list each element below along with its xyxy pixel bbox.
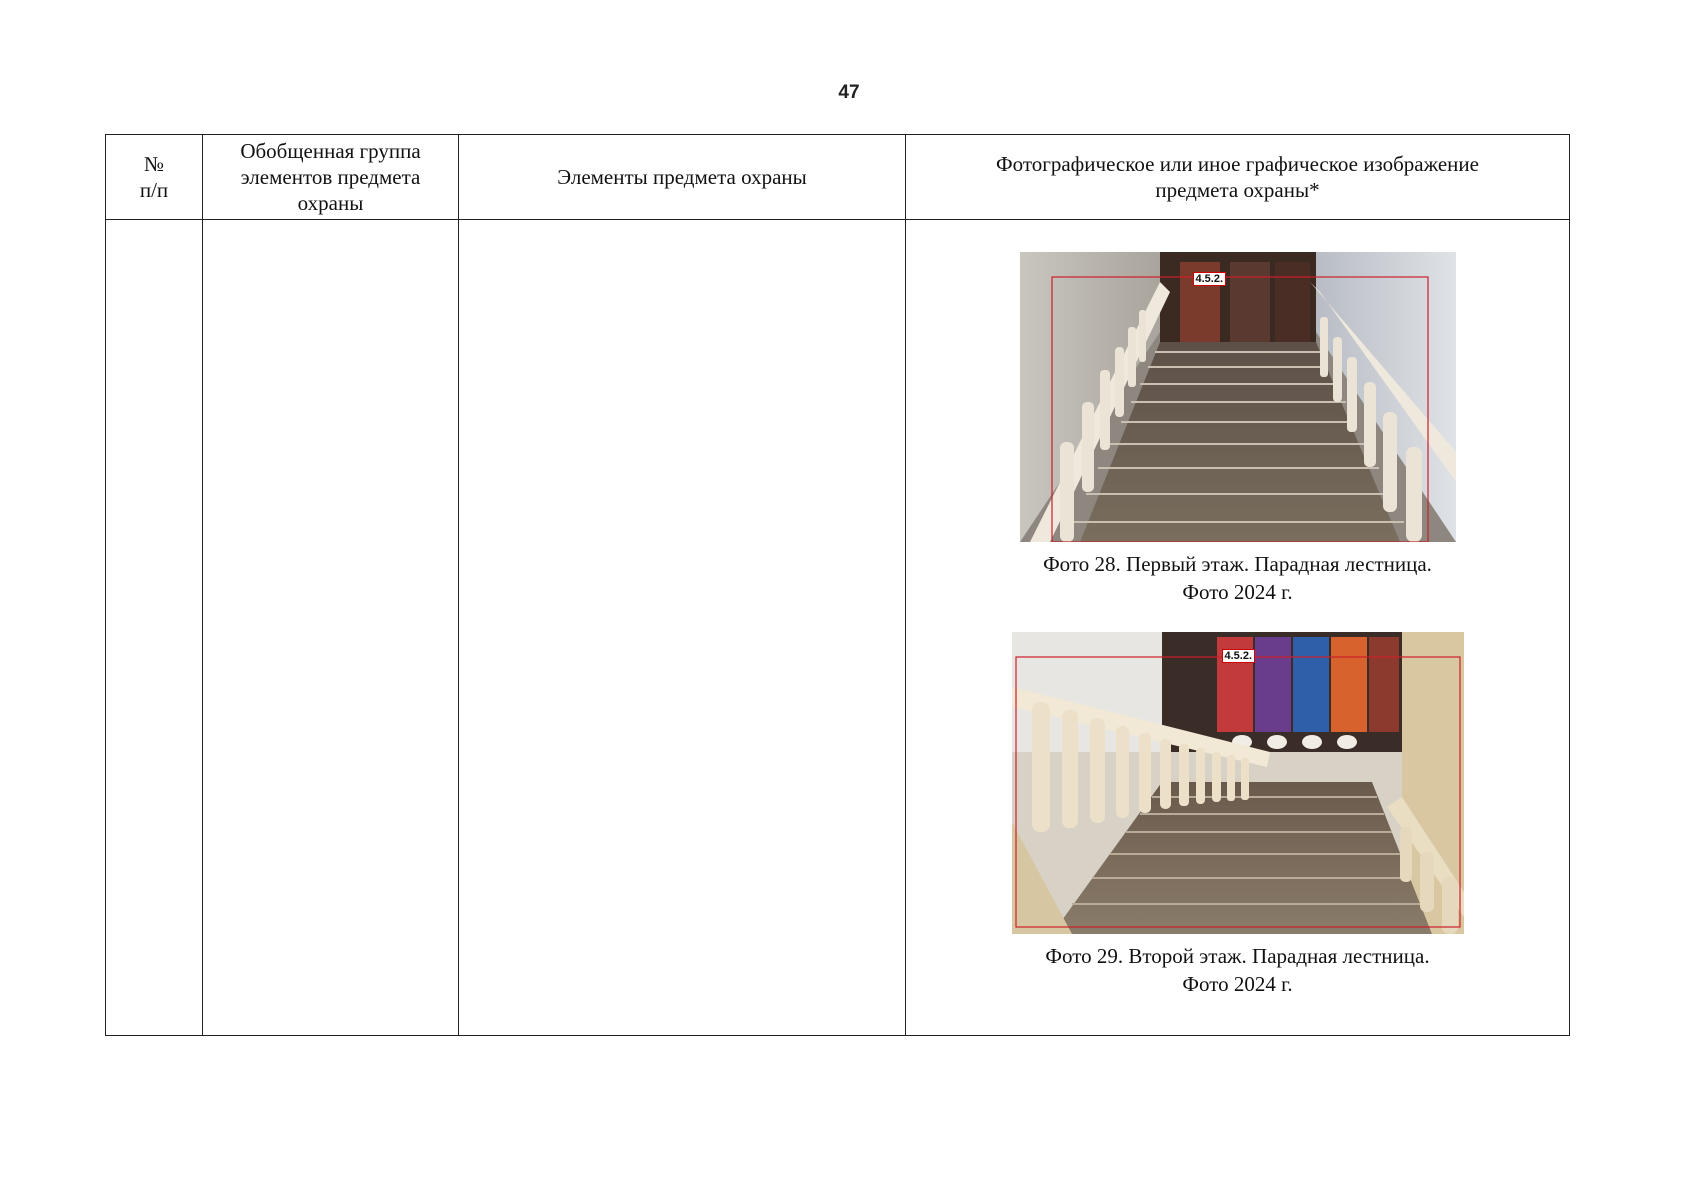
- photo-29-caption-line1: Фото 29. Второй этаж. Парадная лестница.: [1045, 944, 1430, 968]
- header-image: [906, 135, 1570, 220]
- staircase-photo-image: [1020, 252, 1456, 542]
- page-number: 47: [838, 82, 860, 103]
- photo-29-caption: [1045, 942, 1429, 998]
- header-elements: Элементы предмета охраны: [459, 135, 906, 220]
- header-group-line1: Обобщенная группа: [240, 139, 421, 163]
- cell-photos: [906, 220, 1570, 1036]
- header-group: [203, 135, 459, 220]
- photo-block-29: [906, 632, 1569, 998]
- staircase-photo-image: [1012, 632, 1464, 934]
- header-number-line1: №: [143, 152, 165, 176]
- photo-block-28: [906, 252, 1569, 606]
- photo-28-tag: 4.5.2.: [1193, 272, 1227, 286]
- photo-28-caption: [1043, 550, 1432, 606]
- photo-29-caption-line2: Фото 2024 г.: [1182, 972, 1293, 996]
- photo-29-tag: 4.5.2.: [1222, 649, 1256, 663]
- header-number: [106, 135, 203, 220]
- photo-28-staircase-first-floor: [1020, 252, 1456, 542]
- table-header-row: [106, 135, 1570, 220]
- cell-group: [203, 220, 459, 1036]
- header-image-line2: предмета охраны*: [1155, 178, 1320, 202]
- photo-28-caption-line1: Фото 28. Первый этаж. Парадная лестница.: [1043, 552, 1432, 576]
- header-image-line1: Фотографическое или иное графическое изображение: [996, 152, 1479, 176]
- photo-28-caption-line2: Фото 2024 г.: [1182, 580, 1293, 604]
- photo-29-staircase-second-floor: [1012, 632, 1464, 934]
- cell-elements: [459, 220, 906, 1036]
- header-number-line2: п/п: [139, 178, 169, 202]
- header-group-line3: охраны: [297, 191, 364, 215]
- table-row: [106, 220, 1570, 1036]
- header-group-line2: элементов предмета: [240, 165, 421, 189]
- protection-subject-table: [105, 134, 1570, 1036]
- cell-number: [106, 220, 203, 1036]
